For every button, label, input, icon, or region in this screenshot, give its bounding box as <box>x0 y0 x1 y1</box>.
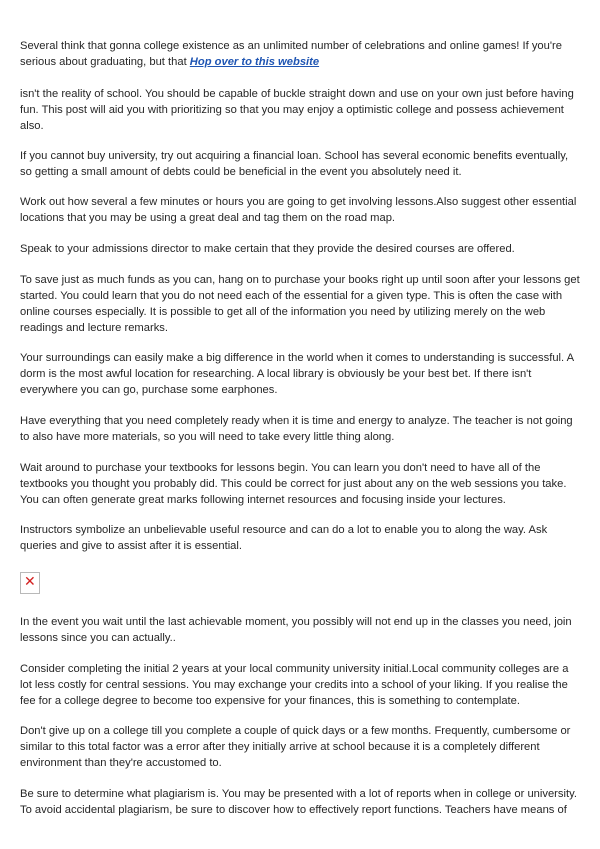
paragraph-3: If you cannot buy university, try out acquiring a financial loan. School has several economic benefits eventually, so getting a small amount of debts could be beneficial in the event you absolutely need it. <box>20 150 569 178</box>
paragraph-7: Your surroundings can easily make a big difference in the world when it comes to understanding is successful. A dorm is the most awful location for researching. A local library is obviously be your best bet. If there isn't everywhere you can go, purchase some earphones. <box>20 352 574 396</box>
paragraph-9: Wait around to purchase your textbooks for lessons begin. You can learn you don't need to have all of the textbooks you thought you probably did. This could be correct for just about any on the web sessions you take. You can often generate great marks following internet resources and focusing inside your lectures. <box>20 462 567 506</box>
paragraph-intro <box>20 38 582 70</box>
intro-text: Several think that gonna college existence as an unlimited number of celebrations and online games! If you're serious about graduating, but that <box>20 40 562 68</box>
paragraph-6: To save just as much funds as you can, hang on to purchase your books right up until soon after your lessons get started. You could learn that you do not need each of the essential for a given type. This is often the case with online courses especially. It is possible to get all of the information you need by utilizing merely on the web readings and lecture remarks. <box>20 274 580 334</box>
broken-image-icon: ✕ <box>24 574 36 590</box>
paragraph-14: Be sure to determine what plagiarism is. You may be presented with a lot of reports when in college or university. To avoid accidental plagiarism, be sure to discover how to effectively report functions. Teachers have means of <box>20 788 577 816</box>
broken-image-placeholder <box>20 572 40 594</box>
paragraph-2: isn't the reality of school. You should be capable of buckle straight down and use on your own just before having fun. This post will aid you with prioritizing so that you may enjoy a optimistic college and possess achievement also. <box>20 88 574 132</box>
paragraph-11: In the event you wait until the last achievable moment, you possibly will not end up in the classes you need, join lessons since you can actually.. <box>20 616 572 644</box>
paragraph-8: Have everything that you need completely ready when it is time and energy to analyze. The teacher is not going to also have more materials, so you will need to take every little thing along. <box>20 415 573 443</box>
hop-over-link[interactable]: Hop over to this website <box>189 56 320 68</box>
paragraph-5: Speak to your admissions director to make certain that they provide the desired courses are offered. <box>20 243 515 255</box>
paragraph-10: Instructors symbolize an unbelievable useful resource and can do a lot to enable you to along the way. Ask queries and give to assist after it is essential. <box>20 524 548 552</box>
paragraph-4: Work out how several a few minutes or hours you are going to get involving lessons.Also suggest other essential locations that you may be using a great deal and tag them on the road map. <box>20 196 577 224</box>
paragraph-12: Consider completing the initial 2 years at your local community university initial.Local community colleges are a lot less costly for central sessions. You may exchange your credits into a school of your liking. If you realise the fee for a college degree to become too expensive for your finances, this is something to contemplate. <box>20 663 569 707</box>
paragraph-13: Don't give up on a college till you complete a couple of quick days or a few months. Frequently, cumbersome or similar to this total factor was a error after they initially arrive at school because it is a completely different environment than they're accustomed to. <box>20 725 571 769</box>
